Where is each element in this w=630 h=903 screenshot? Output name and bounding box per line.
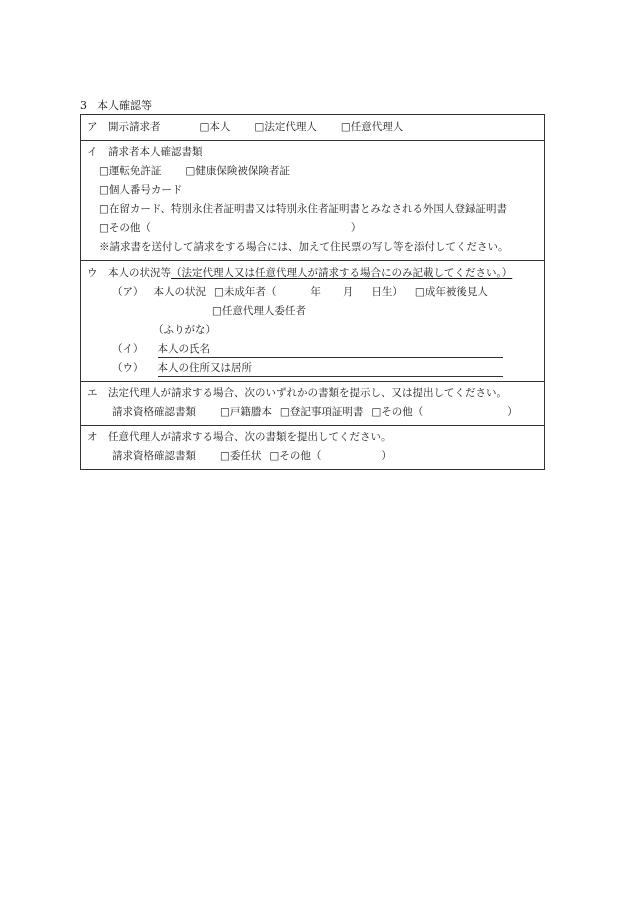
legal-doc-label: 請求資格確認書類 <box>112 406 196 418</box>
address-field[interactable] <box>158 360 503 377</box>
other-doc-close: ） <box>350 222 362 234</box>
name-label: 本人の氏名 <box>157 343 210 355</box>
month-label: 月 <box>342 286 354 298</box>
checkbox-health-insurance[interactable]: □健康保険被保険者証 <box>185 165 290 177</box>
year-label: 年 <box>310 286 321 298</box>
checkbox-power-of-attorney[interactable]: □委任状 <box>220 450 262 462</box>
checkbox-adult-ward[interactable]: □成年被後見人 <box>414 286 488 298</box>
section-heading <box>80 97 152 113</box>
identity-form <box>80 114 545 470</box>
voluntary-doc-label: 請求資格確認書類 <box>112 450 196 462</box>
address-mark: （ウ） <box>112 362 144 374</box>
checkbox-family-register[interactable]: □戸籍謄本 <box>220 406 272 418</box>
section-principal-status <box>81 260 544 381</box>
checkbox-drivers-license[interactable]: □運転免許証 <box>99 165 162 177</box>
status-label: 本人の状況 <box>153 286 206 298</box>
legal-other-close: ） <box>507 406 518 418</box>
checkbox-legal-agent[interactable]: □法定代理人 <box>254 121 317 133</box>
checkbox-delegator[interactable]: □任意代理人委任者 <box>212 305 306 317</box>
checkbox-voluntary-other[interactable]: □その他（ <box>269 450 322 462</box>
principal-status-note: （法定代理人又は任意代理人が請求する場合にのみ記載してください。） <box>171 267 513 279</box>
voluntary-other-close: ） <box>381 450 392 462</box>
legal-agent-instruction: エ 法定代理人が請求する場合、次のいずれかの書類を提示し、又は提出してください。 <box>87 387 507 399</box>
address-label: 本人の住所又は居所 <box>157 362 252 374</box>
section-requester <box>81 115 544 140</box>
checkbox-registry-certificate[interactable]: □登記事項証明書 <box>279 406 364 418</box>
mail-note: ※請求書を送付して請求をする場合には、加えて住民票の写し等を添付してください。 <box>99 241 509 253</box>
section-voluntary-agent-docs <box>81 425 544 469</box>
section-number: 3 <box>80 99 87 112</box>
id-documents-label: イ 請求者本人確認書類 <box>87 146 203 158</box>
checkbox-residence-card[interactable]: □在留カード、特別永住者証明書又は特別永住者証明書とみなされる外国人登録証明書 <box>99 203 507 215</box>
furigana-label: （ふりがな） <box>153 324 216 336</box>
checkbox-voluntary-agent[interactable]: □任意代理人 <box>340 121 404 133</box>
checkbox-minor[interactable]: □未成年者（ <box>214 286 277 298</box>
checkbox-my-number-card[interactable]: □個人番号カード <box>99 184 183 196</box>
checkbox-other-doc[interactable]: □その他（ <box>99 222 151 234</box>
section-id-documents <box>81 140 544 260</box>
name-field[interactable] <box>158 341 503 358</box>
checkbox-legal-other[interactable]: □その他（ <box>371 406 424 418</box>
voluntary-agent-instruction: オ 任意代理人が請求する場合、次の書類を提出してください。 <box>87 431 392 443</box>
requester-label: ア 開示請求者 <box>87 121 161 133</box>
section-legal-agent-docs <box>81 381 544 425</box>
name-mark: （イ） <box>112 343 144 355</box>
status-mark: （ア） <box>112 286 144 298</box>
section-title: 本人確認等 <box>97 99 152 112</box>
checkbox-self[interactable]: □本人 <box>199 121 231 133</box>
birth-label: 日生） <box>371 286 403 298</box>
principal-status-label: ウ 本人の状況等 <box>87 267 171 279</box>
